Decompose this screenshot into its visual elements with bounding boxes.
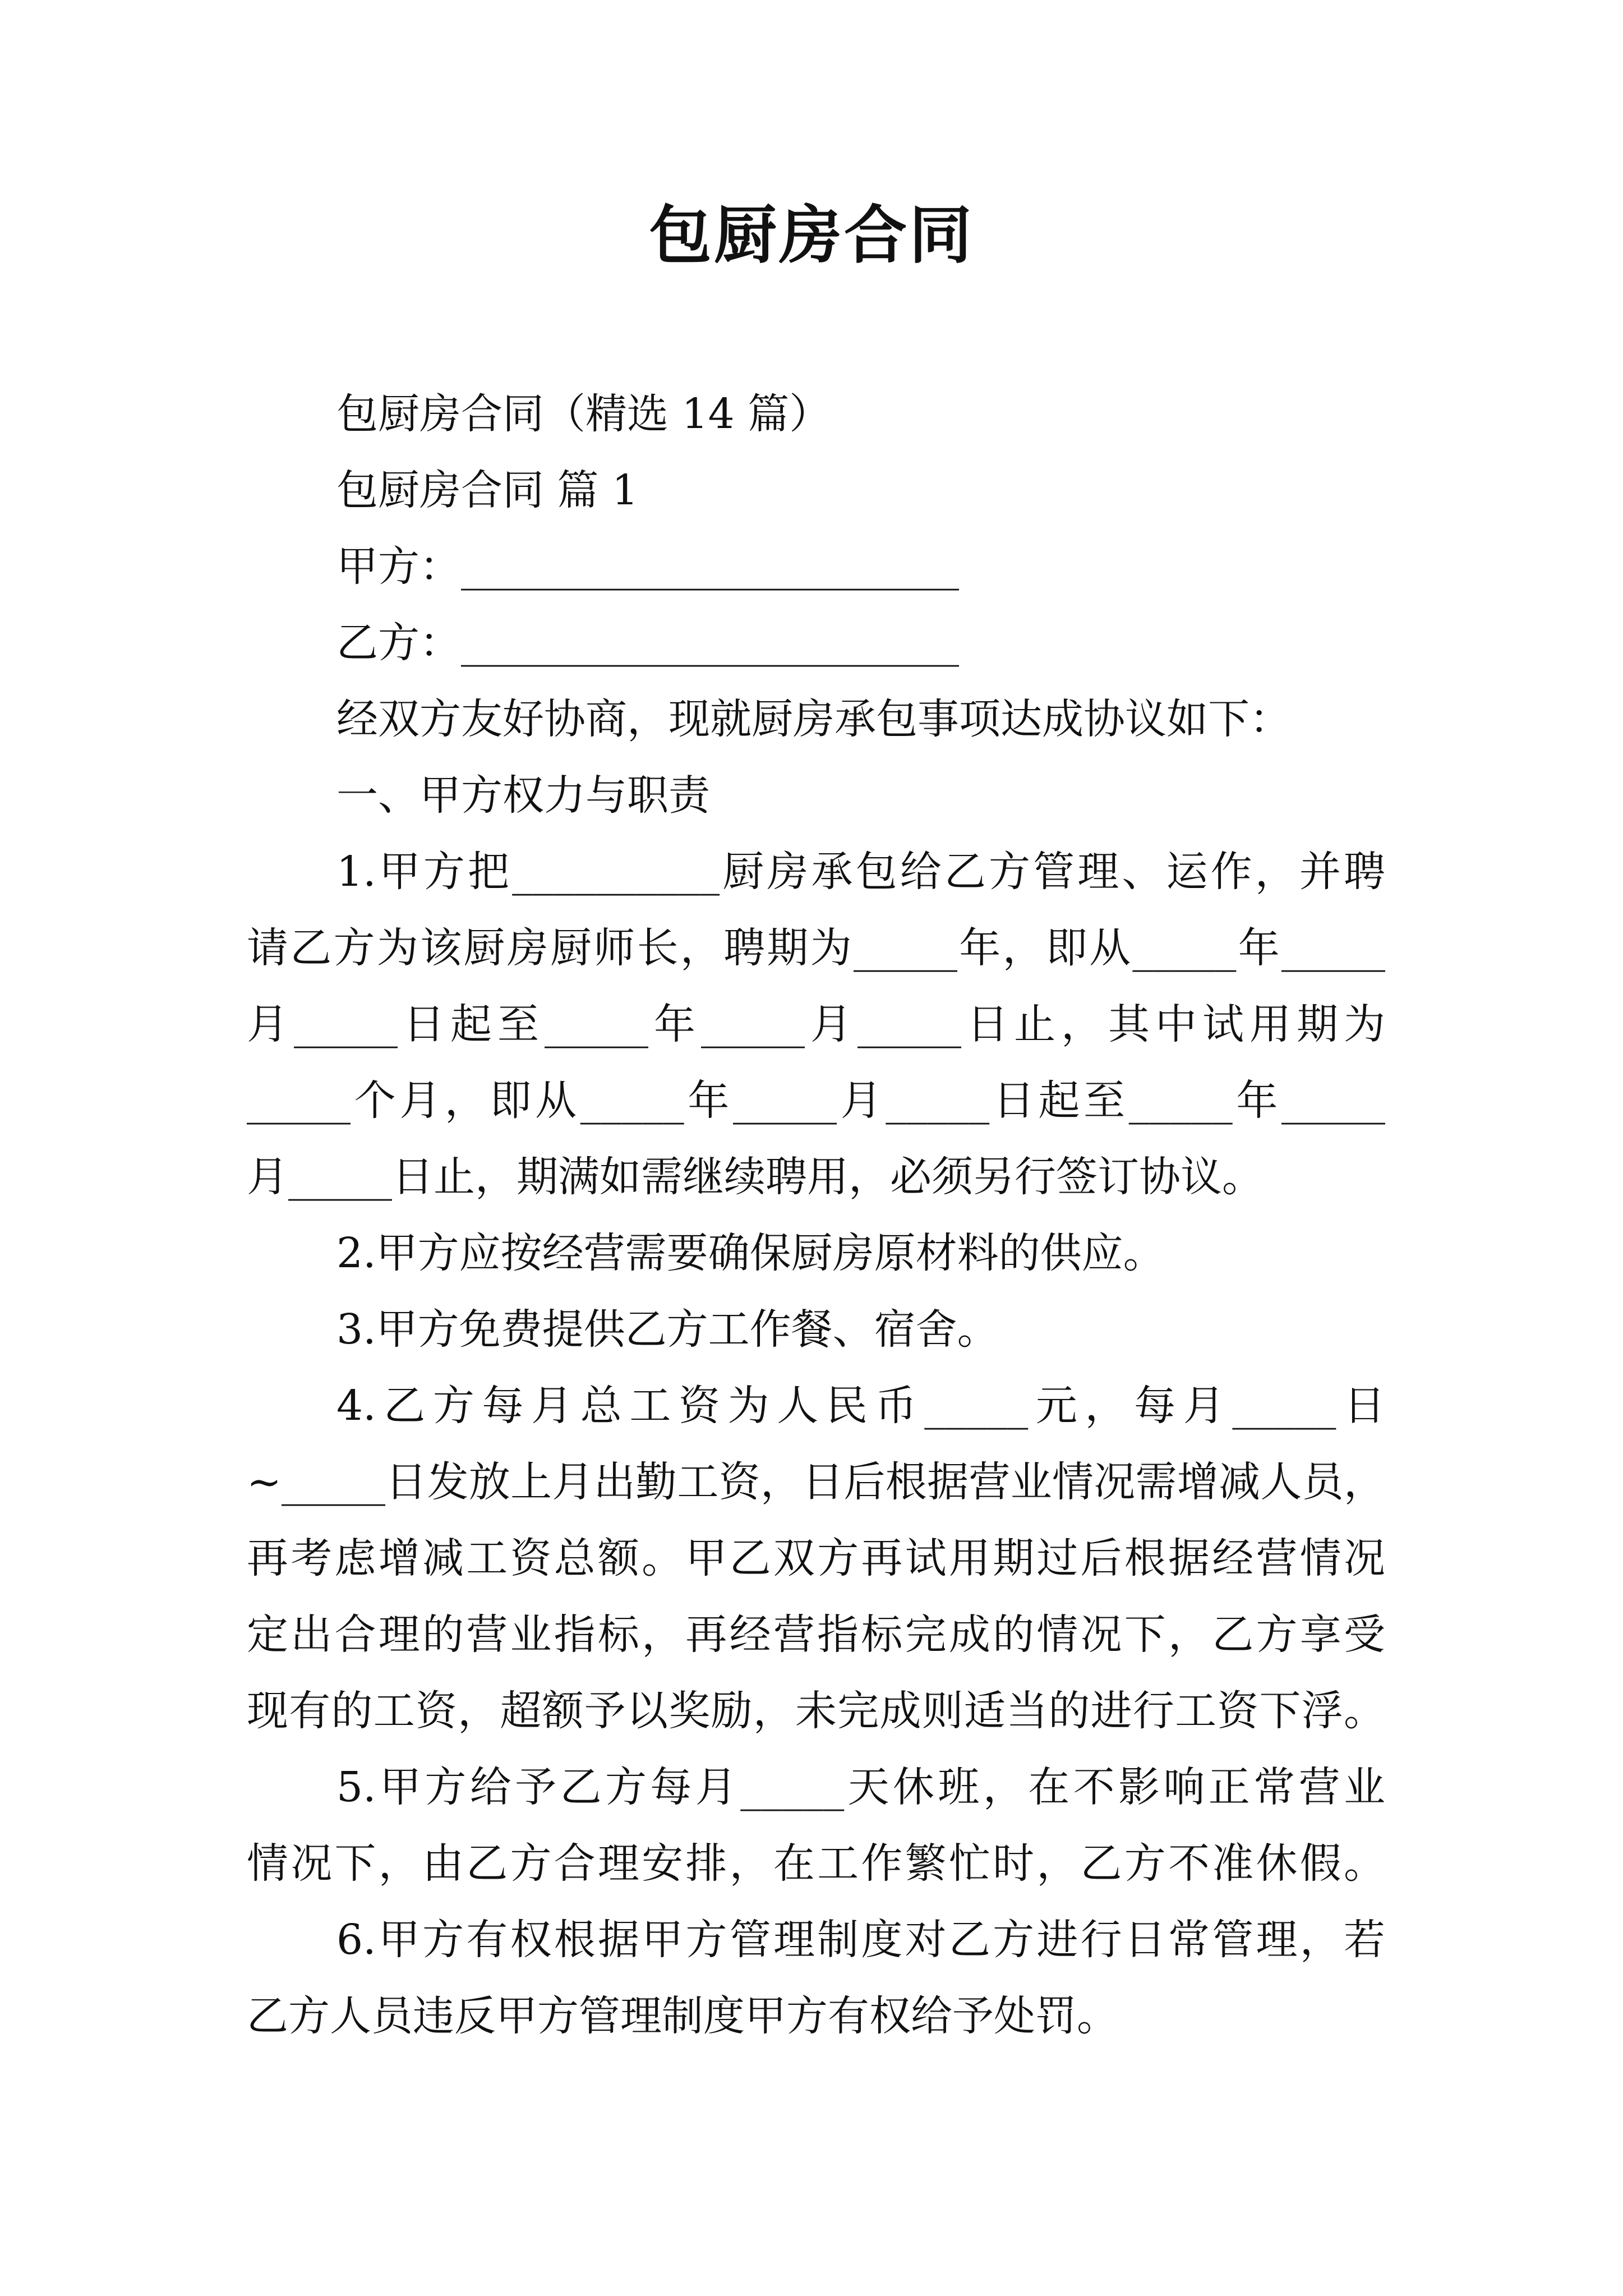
text-line: 6.甲方有权根据甲方管理制度对乙方进行日常管理，若 [336,1916,1385,1964]
text-line: 再考虑增减工资总额。甲乙双方再试用期过后根据经营情况 [247,1534,1385,1582]
text-line: 4.乙方每月总工资为人民币_____元，每月_____日 [336,1382,1385,1430]
text-line: 包厨房合同 篇 1 [336,466,639,514]
text-line: _____个月，即从_____年_____月_____日起至_____年_____ [247,1076,1385,1125]
text-line: 3.甲方免费提供乙方工作餐、宿舍。 [336,1305,999,1354]
text-line: 情况下，由乙方合理安排，在工作繁忙时，乙方不准休假。 [247,1839,1385,1888]
text-line: 月_____日止，期满如需继续聘用，必须另行签订协议。 [247,1153,1264,1201]
text-line: 一、甲方权力与职责 [336,771,710,820]
text-line: 现有的工资，超额予以奖励，未完成则适当的进行工资下浮。 [247,1687,1385,1735]
text-line: 乙方人员违反甲方管理制度甲方有权给予处罚。 [247,1992,1118,2040]
text-line: 包厨房合同（精选 14 篇） [336,390,831,438]
text-line: 1.甲方把__________厨房承包给乙方管理、运作，并聘 [336,848,1385,896]
text-line: 定出合理的营业指标，再经营指标完成的情况下，乙方享受 [247,1611,1385,1659]
text-line: 乙方：________________________ [336,619,959,667]
text-line: 经双方友好协商，现就厨房承包事项达成协议如下： [336,695,1291,743]
text-line: 5.甲方给予乙方每月_____天休班，在不影响正常营业 [336,1763,1385,1811]
text-line: 2.甲方应按经营需要确保厨房原材料的供应。 [336,1229,1165,1277]
text-line: ~_____日发放上月出勤工资，日后根据营业情况需增减人员， [247,1458,1385,1506]
document-title: 包厨房合同 [649,199,974,272]
text-line: 请乙方为该厨房厨师长，聘期为_____年，即从_____年_____ [247,924,1385,972]
text-line: 月_____日起至_____年_____月_____日止，其中试用期为 [247,1000,1385,1048]
document-body [247,376,1385,2054]
text-line: 甲方：________________________ [336,542,959,591]
